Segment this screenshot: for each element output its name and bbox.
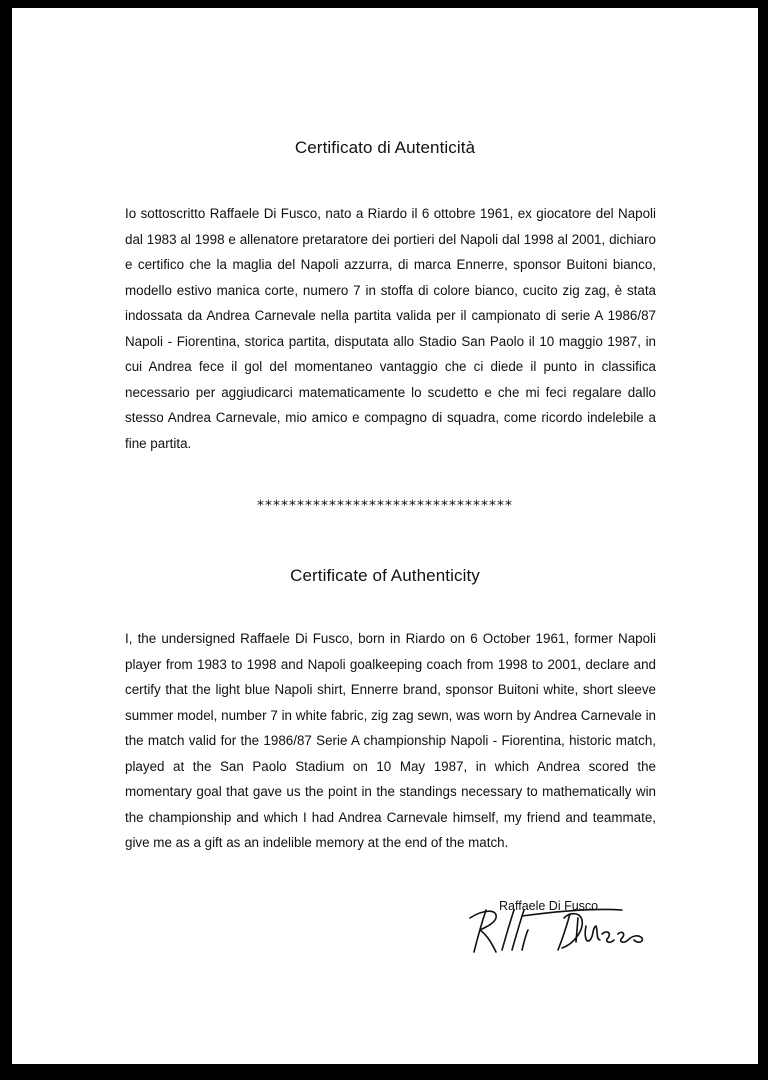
body-italian: Io sottoscritto Raffaele Di Fusco, nato a Riardo il 6 ottobre 1961, ex giocatore del Napoli dal 1983 al 1998 e allenatore pretaratore dei portieri del Napoli dal 1998 al 2001, dichiaro e certifico che la maglia del Napoli azzurra, di marca Ennerre, sponsor Buitoni bianco, modello estivo manica corte, numero 7 in stoffa di colore bianco, cucito zig zag, è stata indossata da Andrea Carnevale nella partita valida per il campionato di serie A 1986/87 Napoli - Fiorentina, storica partita, disputata allo Stadio San Paolo il 10 maggio 1987, in cui Andrea fece il gol del momentaneo vantaggio che ci diede il punto in classifica necessario per aggiudicarci matematicamente lo scudetto e che mi feci regalare dallo stesso Andrea Carnevale, mio amico e compagno di squadra, come ricordo indelebile a fine partita.: [125, 206, 656, 451]
handwritten-signature: [452, 896, 652, 962]
title-english: Certificate of Authenticity: [290, 566, 480, 585]
certificate-page: [12, 8, 758, 1064]
title-italian: Certificato di Autenticità: [294, 138, 476, 157]
body-english: I, the undersigned Raffaele Di Fusco, born in Riardo on 6 October 1961, former Napoli player from 1983 to 1998 and Napoli goalkeeping coach from 1998 to 2001, declare and certify that the light blue Napoli shirt, Ennerre brand, sponsor Buitoni white, short sleeve summer model, number 7 in white fabric, zig zag sewn, was worn by Andrea Carnevale in the match valid for the 1986/87 Serie A championship Napoli - Fiorentina, historic match, played at the San Paolo Stadium on 10 May 1987, in which Andrea scored the momentary goal that gave us the point in the standings necessary to mathematically win the championship and which I had Andrea Carnevale himself, my friend and teammate, give me as a gift as an indelible memory at the end of the match.: [125, 631, 656, 850]
signature-printed-name: Raffaele Di Fusco: [499, 899, 599, 913]
separator-stars: ********************************: [257, 498, 513, 514]
